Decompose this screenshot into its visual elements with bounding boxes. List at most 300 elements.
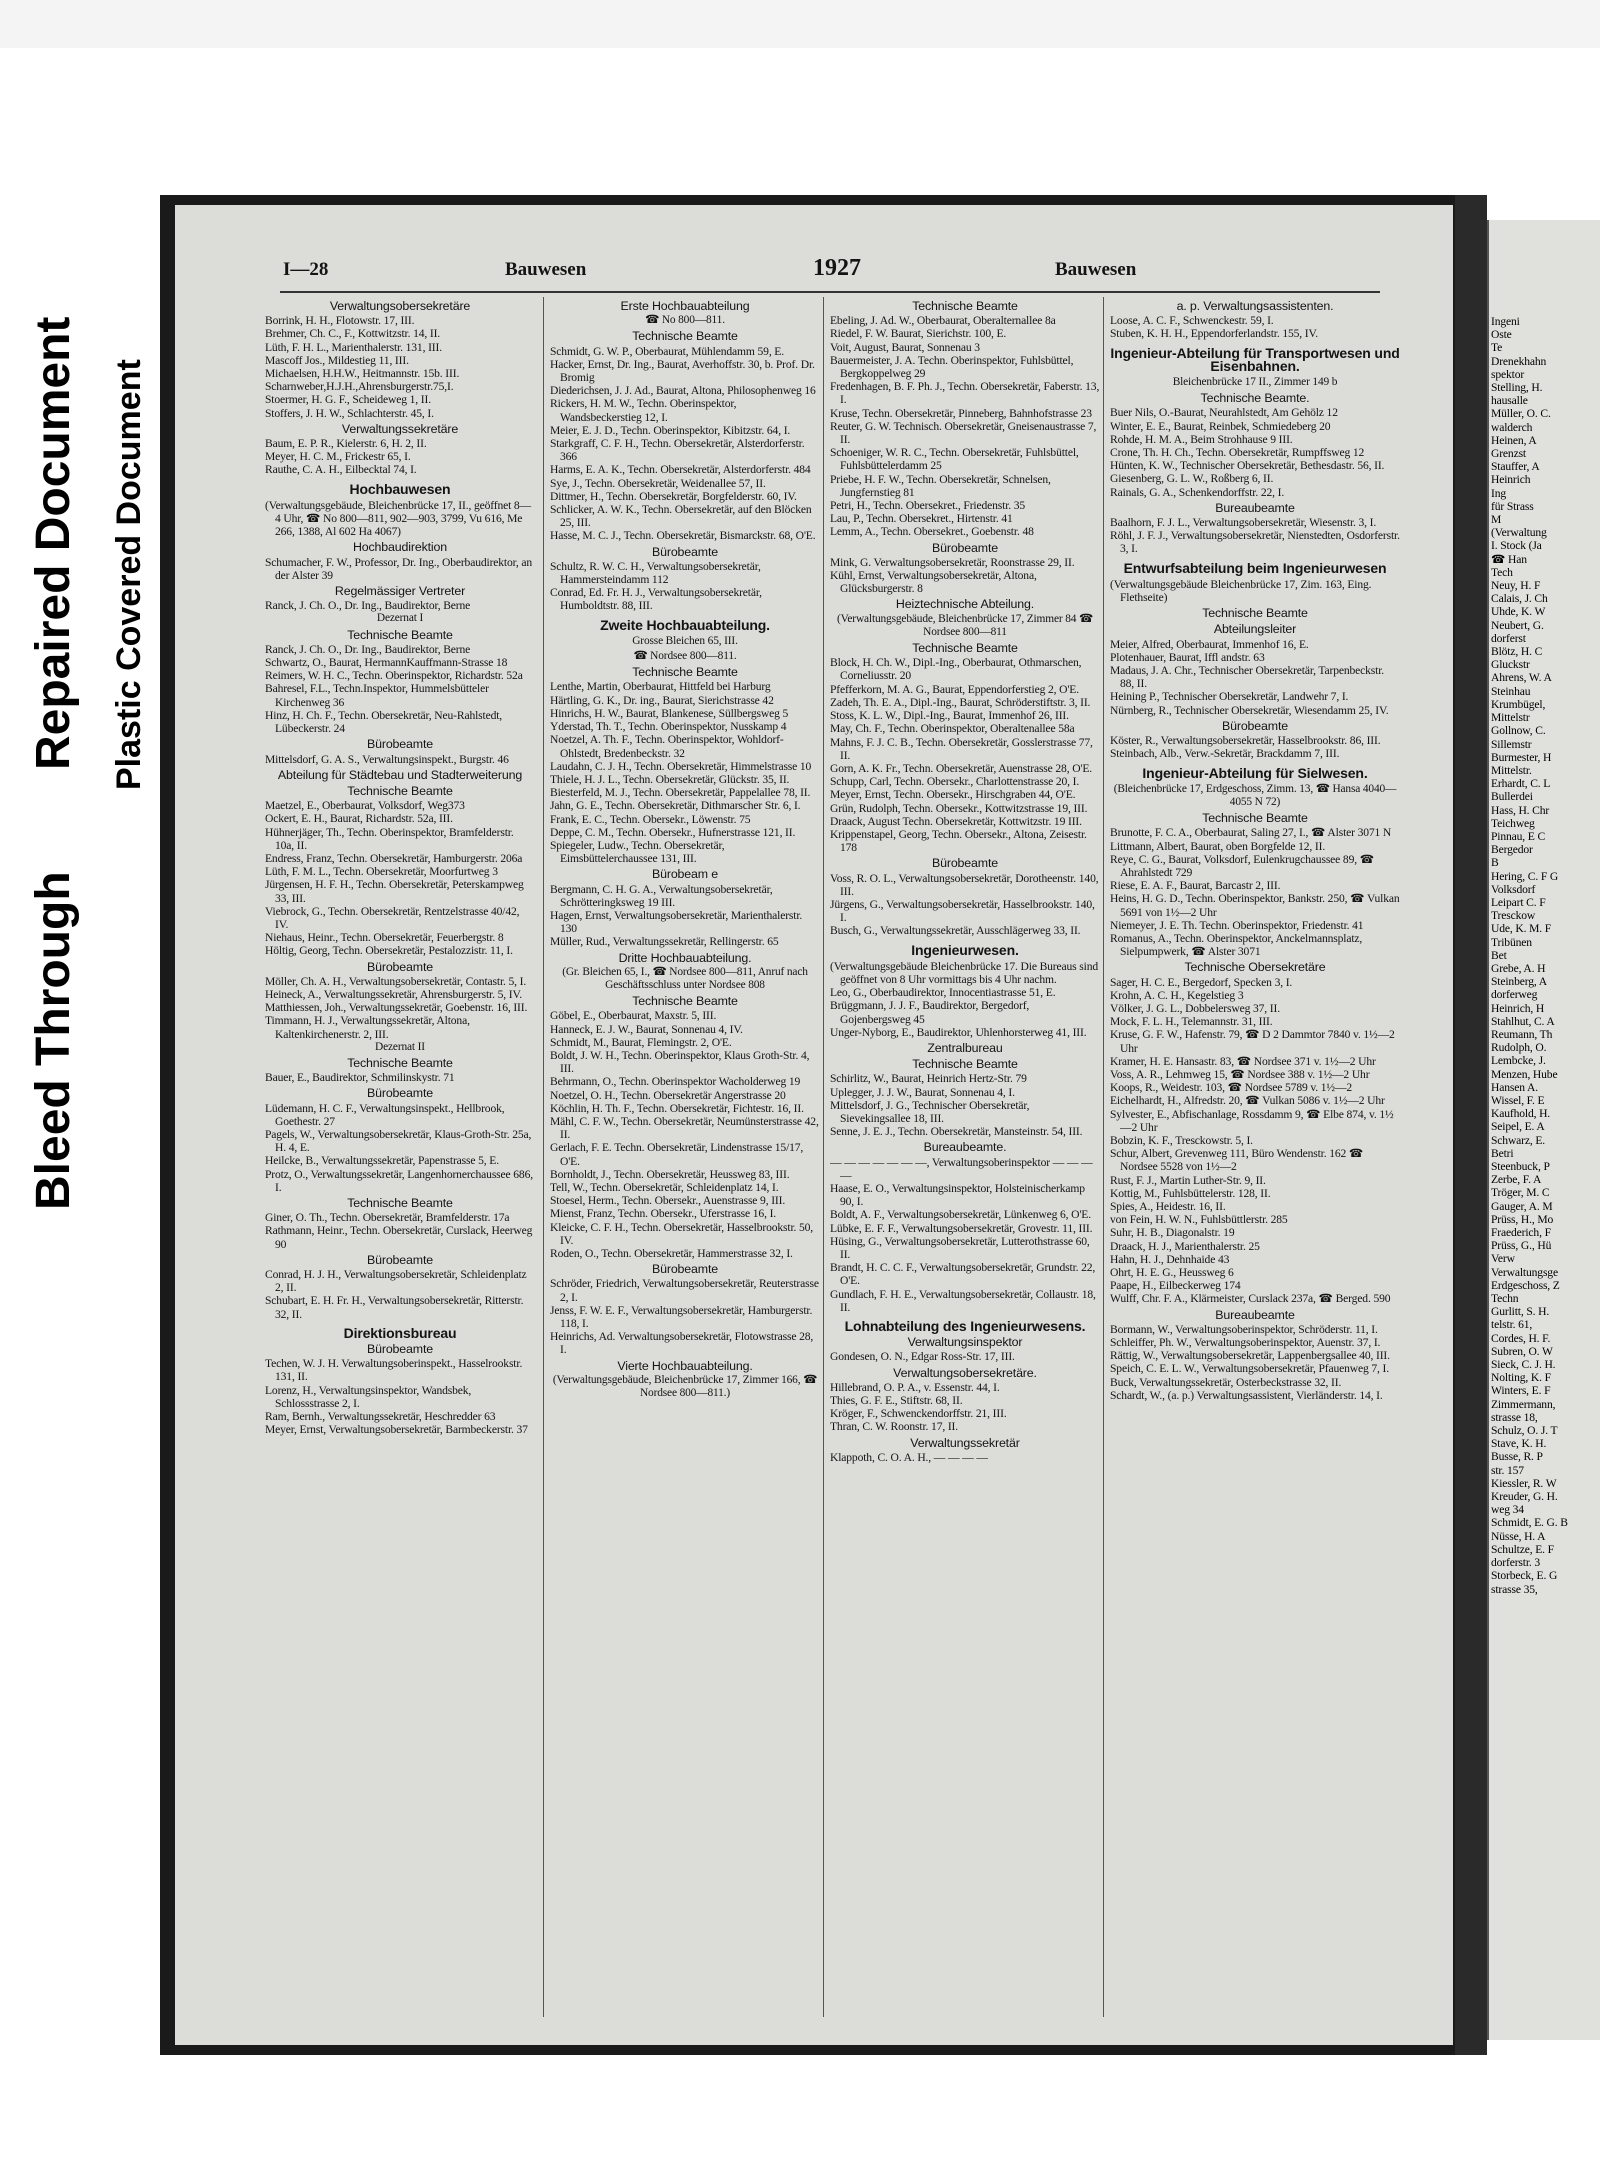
directory-entry: Gluckstr	[1491, 658, 1530, 672]
directory-entry: Bormann, W., Verwaltungsoberinspektor, Schröderstr. 11, I.	[1110, 1322, 1378, 1336]
directory-entry: Rathmann, Heinr., Techn. Obersekretär, Curslack, Heerweg 90	[265, 1224, 533, 1251]
directory-entry: Schleiffer, Ph. W., Verwaltungsoberinspektor, Auenstr. 37, I.	[1110, 1336, 1381, 1350]
directory-entry: Bauermeister, J. A. Techn. Oberinspektor, Fuhlsbüttel, Bergkoppelweg 29	[830, 353, 1074, 381]
directory-entry: Höltig, Georg, Techn. Obersekretär, Pestalozzistr. 11, I.	[265, 944, 513, 958]
directory-entry: Reuter, G. W. Technisch. Obersekretär, Gneisenaustrasse 7, II.	[830, 419, 1097, 447]
directory-entry: Schultze, E. F	[1491, 1542, 1554, 1556]
directory-entry: dorferst	[1491, 631, 1526, 645]
subsection-heading: Vierte Hochbauabteilung.	[617, 1358, 753, 1373]
directory-entry: Grenzst	[1491, 447, 1527, 461]
subsection-heading: Heiztechnische Abteilung.	[895, 597, 1035, 612]
directory-entry: Krippenstapel, Georg, Techn. Obersekr., Altona, Zeisestr. 178	[830, 827, 1087, 855]
directory-entry: Erdgeschoss, Z	[1491, 1278, 1560, 1292]
directory-entry: Grebe, A. H	[1491, 961, 1546, 975]
section-note: Bleichenbrücke 17 II., Zimmer 149 b	[1172, 376, 1338, 389]
directory-entry: Techen, W. J. H. Verwaltungsoberinspekt., Hasselrookstr. 131, II.	[265, 1357, 523, 1384]
directory-entry: spektor	[1491, 367, 1525, 381]
section-note: Grosse Bleichen 65, III.	[632, 634, 738, 647]
directory-entry: Techn	[1491, 1292, 1519, 1306]
directory-entry: Burmester, H	[1491, 750, 1552, 764]
directory-entry: Noetzel, O. H., Techn. Obersekretär Angerstrasse 20	[550, 1088, 786, 1102]
directory-entry: Tröger, M. C	[1491, 1186, 1550, 1200]
directory-entry: Ram, Bernh., Verwaltungssekretär, Heschredder 63	[265, 1410, 496, 1424]
directory-entry: (Verwaltungsgebäude, Bleichenbrücke 17, II., geöffnet 8—4 Uhr, ☎ No 800—811, 902—903, 3799, Vu 616, Me 266, 1388, Al 602 Ha 4067)	[265, 498, 532, 539]
directory-entry: Draack, H. J., Marienthalerstr. 25	[1110, 1239, 1260, 1253]
directory-entry: Bornholdt, J., Techn. Obersekretär, Heussweg 83, III.	[550, 1167, 790, 1181]
directory-entry: Tresckow	[1491, 909, 1536, 923]
directory-entry: Stuben, K. H. H., Eppendorferlandstr. 155, IV.	[1110, 327, 1318, 341]
directory-entry: Eichelhardt, H., Alfredstr. 20, ☎ Vulkan 5086 v. 1½—2 Uhr	[1110, 1094, 1385, 1108]
directory-entry: Zimmermann,	[1491, 1397, 1556, 1411]
directory-entry: Heins, H. G. D., Techn. Oberinspektor, Bankstr. 250, ☎ Vulkan 5691 von 1½—2 Uhr	[1110, 892, 1400, 919]
directory-entry: Baum, E. P. R., Kielerstr. 6, H. 2, II.	[265, 437, 427, 451]
directory-entry: ☎ Han	[1491, 552, 1527, 566]
directory-column-1	[265, 297, 535, 2037]
directory-entry: Kühl, Ernst, Verwaltungsobersekretär, Altona, Glücksburgerstr. 8	[830, 569, 1037, 596]
directory-entry: Fredenhagen, B. F. Ph. J., Techn. Obersekretär, Faberstr. 13, I.	[830, 380, 1100, 407]
directory-entry: Heineck, A., Verwaltungssekretär, Ahrensburgerstr. 5, IV.	[265, 987, 522, 1001]
subsection-heading: Bürobeamte	[651, 1262, 718, 1277]
directory-columns	[265, 297, 1415, 2037]
directory-entry: (Verwaltungsgebäude Bleichenbrücke 17, Zim. 163, Eing. Flethseite)	[1110, 577, 1372, 605]
section-heading: Ingenieur-Abteilung für Transportwesen und Eisenbahnen.	[1110, 344, 1400, 374]
section-heading: Zweite Hochbauabteilung.	[600, 616, 770, 633]
directory-entry: Subren, O. W	[1491, 1344, 1553, 1358]
directory-entry: Krohn, A. C. H., Kegelstieg 3	[1110, 988, 1244, 1002]
directory-entry: Ude, K. M. F	[1491, 922, 1552, 936]
directory-entry: Schulz, O. J. T	[1491, 1424, 1558, 1438]
directory-entry: Uplegger, J. J. W., Baurat, Sonnenau 4, I.	[830, 1085, 1015, 1099]
directory-entry: strasse 35,	[1491, 1582, 1538, 1596]
section-note: (Bleichenbrücke 17, Erdgeschoss, Zimm. 13, ☎ Hansa 4040—4055 N 72)	[1113, 782, 1397, 808]
directory-entry: Stoermer, H. G. F., Scheideweg 1, II.	[265, 393, 431, 407]
directory-entry: Spies, A., Heidestr. 16, II.	[1110, 1200, 1226, 1213]
directory-entry: Tribünen	[1491, 935, 1532, 949]
directory-entry: Teichweg	[1491, 816, 1535, 830]
directory-entry: Schlicker, A. W. K., Techn. Obersekretär, auf den Blöcken 25, III.	[550, 503, 812, 530]
directory-entry: Pagels, W., Verwaltungsobersekretär, Klaus-Groth-Str. 25a, H. 4, E.	[265, 1127, 532, 1155]
directory-entry: Conrad, Ed. Fr. H. J., Verwaltungsobersekretär, Humboldtstr. 88, III.	[550, 586, 762, 613]
directory-entry: Gondesen, O. N., Edgar Ross-Str. 17, III.	[830, 1350, 1015, 1364]
directory-entry: Block, H. Ch. W., Dipl.-Ing., Oberbaurat, Othmarschen, Corneliusstr. 20	[830, 656, 1082, 683]
directory-entry: Hahn, H. J., Dehnhaide 43	[1110, 1252, 1230, 1266]
directory-entry: Neubert, G.	[1491, 618, 1544, 632]
directory-entry: Boldt, J. W. H., Techn. Oberinspektor, Klaus Groth-Str. 4, III.	[550, 1048, 810, 1076]
directory-entry: Kröger, F., Schwenckendorffstr. 21, III.	[830, 1407, 1007, 1421]
subsection-heading: Hochbaudirektion	[352, 540, 448, 555]
directory-entry: Kottig, M., Fuhlsbüttelerstr. 128, II.	[1110, 1186, 1271, 1200]
subsection-heading: Bürobeamte	[366, 1342, 433, 1357]
directory-entry: Ranck, J. Ch. O., Dr. Ing., Baudirektor, Berne	[265, 599, 471, 613]
directory-entry: Heinen, A	[1491, 433, 1537, 447]
directory-entry: Calais, J. Ch	[1491, 592, 1548, 606]
directory-entry: strasse 18,	[1491, 1410, 1538, 1424]
directory-entry: (Verwaltungsgebäude Bleichenbrücke 17. Die Bureaus sind geöffnet von 8 Uhr vormittags bis 4 Uhr nachm.	[830, 959, 1098, 986]
directory-entry: Bergmann, C. H. G. A., Verwaltungsobersekretär, Schrötteringksweg 19 III.	[550, 882, 773, 909]
directory-entry: Tell, W., Techn. Obersekretär, Schleidenplatz 14, I.	[550, 1181, 779, 1194]
directory-entry: Prüss, H., Mo	[1491, 1212, 1554, 1226]
repaired-document-label: Repaired Document	[27, 316, 80, 770]
directory-entry: Deppe, C. M., Techn. Obersekr., Hufnerstrasse 121, II.	[550, 825, 796, 839]
directory-entry: Frank, E. C., Techn. Obersekr., Löwenstr. 75	[550, 812, 751, 826]
book-gutter	[1455, 195, 1487, 2055]
directory-entry: Schoeniger, W. R. C., Techn. Obersekretär, Fuhlsbüttel, Fuhlsbüttelerdamm 25	[830, 446, 1079, 473]
directory-entry: Viebrock, G., Techn. Obersekretär, Rentzelstrasse 40/42, IV.	[265, 904, 520, 931]
directory-entry: Heinrich	[1491, 473, 1531, 487]
directory-entry: Voit, August, Baurat, Sonnenau 3	[830, 340, 980, 354]
directory-entry: Köchlin, H. Th. F., Techn. Obersekretär, Fichtestr. 16, II.	[550, 1101, 804, 1115]
subsection-heading: Bürobeam e	[651, 867, 718, 882]
subsection-heading: Verwaltungsobersekretäre	[329, 299, 471, 313]
subsection-heading: Technische Beamte	[632, 994, 738, 1009]
directory-entry: Sager, H. C. E., Bergedorf, Specken 3, I.	[1110, 975, 1293, 989]
directory-entry: Sye, J., Techn. Obersekretär, Weidenallee 57, II.	[550, 476, 766, 490]
directory-entry: Gollnow, C.	[1491, 724, 1546, 738]
subsection-heading: Technische Beamte	[632, 665, 738, 680]
directory-entry: Heining P., Technischer Obersekretär, Landwehr 7, I.	[1110, 690, 1349, 704]
directory-entry: Giner, O. Th., Techn. Obersekretär, Bramfelderstr. 17a	[265, 1211, 510, 1225]
section-heading: Ingenieur-Abteilung für Sielwesen.	[1142, 764, 1368, 781]
directory-entry: Nürnberg, R., Technischer Obersekretär, Wiesendamm 25, IV.	[1110, 703, 1389, 717]
subsection-heading: Technische Beamte	[912, 299, 1018, 313]
directory-entry: Menzen, Hube	[1491, 1067, 1558, 1081]
directory-entry: Baalhorn, F. J. L., Verwaltungsobersekretär, Wiesenstr. 3, I.	[1110, 516, 1377, 530]
directory-entry: Steinhau	[1491, 684, 1531, 698]
directory-entry: Stoss, K. L. W., Dipl.-Ing., Baurat, Immenhof 26, III.	[830, 709, 1069, 723]
bleed-through-label: Bleed Through	[27, 871, 80, 1210]
directory-entry: Scharnweber,H.J.H.,Ahrensburgerstr.75,I.	[265, 380, 454, 394]
directory-column-2	[550, 297, 820, 2037]
directory-entry: Dittmer, H., Techn. Obersekretär, Borgfelderstr. 60, IV.	[550, 489, 797, 503]
directory-entry: Conrad, H. J. H., Verwaltungsobersekretär, Schleidenplatz 2, II.	[265, 1268, 527, 1295]
document-page	[175, 205, 1453, 2045]
directory-entry: Mascoff Jos., Mildestieg 11, III.	[265, 353, 409, 367]
directory-entry: Stave, K. H.	[1491, 1437, 1547, 1451]
directory-entry: Yderstad, Th. T., Techn. Oberinspektor, Nusskamp 4	[550, 720, 787, 734]
directory-entry: Riedel, F. W. Baurat, Sierichstr. 100, E.	[830, 327, 1007, 341]
directory-entry: Hillebrand, O. P. A., v. Essenstr. 44, I.	[830, 1380, 1000, 1394]
directory-entry: Steinberg, A	[1491, 975, 1547, 989]
subsection-heading: Bureaubeamte	[1215, 1307, 1295, 1322]
directory-entry: Steinbach, Alb., Verw.-Sekretär, Brackdamm 7, III.	[1110, 747, 1340, 761]
adjacent-page-column	[1491, 315, 1600, 2040]
directory-entry: Hass, H. Chr	[1491, 803, 1550, 817]
directory-entry: Nüsse, H. A	[1491, 1529, 1546, 1543]
subsection-heading: Verwaltungssekretäre	[341, 421, 459, 436]
directory-entry: Bahresel, F.L., Techn.Inspektor, Hummelsbütteler Kirchenweg 36	[265, 682, 489, 709]
directory-entry: Protz, O., Verwaltungssekretär, Langenhornerchaussee 686, I.	[265, 1167, 533, 1194]
directory-entry: Koops, R., Weidestr. 103, ☎ Nordsee 5789 v. 1½—2	[1110, 1081, 1353, 1095]
directory-entry: Krumbügel,	[1491, 697, 1546, 711]
subsection-heading: Bürobeamte	[366, 1252, 433, 1267]
subsection-heading: Technische Beamte	[1202, 606, 1308, 621]
directory-entry: Rickers, H. M. W., Techn. Oberinspektor, Wandsbeckerstieg 12, I.	[550, 397, 737, 424]
directory-entry: May, Ch. F., Techn. Oberinspektor, Oberaltenallee 58a	[830, 722, 1075, 736]
directory-entry: Busse, R. P	[1491, 1450, 1543, 1464]
subsection-heading: Verwaltungsobersekretäre.	[893, 1365, 1037, 1380]
plastic-covered-label: Plastic Covered Document	[110, 359, 148, 790]
directory-entry: Lemm, A., Techn. Obersekret., Goebenstr. 48	[830, 525, 1034, 539]
directory-entry: Lembcke, J.	[1491, 1054, 1546, 1068]
directory-entry: hausalle	[1491, 394, 1528, 408]
directory-entry: Müller, O. C.	[1491, 407, 1551, 421]
directory-entry: dorferstr. 3	[1491, 1556, 1541, 1570]
directory-entry: Jürgens, G., Verwaltungsobersekretär, Hasselbrookstr. 140, I.	[830, 897, 1095, 925]
directory-entry: Lübke, E. F. F., Verwaltungsobersekretär, Grovestr. 11, III.	[830, 1221, 1093, 1235]
directory-entry: Hering, C. F G	[1491, 869, 1559, 883]
directory-entry: Brüggmann, J. J. F., Baudirektor, Bergedorf, Gojenbergsweg 45	[830, 999, 1030, 1026]
subsection-heading: Bürobeamte	[931, 540, 998, 555]
subsection-heading: Technische Beamte	[632, 329, 738, 344]
subsection-heading: Abteilung für Städtebau und Stadterweiterung	[277, 767, 523, 782]
directory-entry: Pfefferkorn, M. A. G., Baurat, Eppendorferstieg 2, O'E.	[830, 682, 1079, 696]
directory-entry: Lau, P., Techn. Obersekret., Hirtenstr. 41	[830, 512, 1013, 526]
directory-entry: Verwaltungsge	[1491, 1265, 1558, 1279]
section-note: (Verwaltungsgebäude, Bleichenbrücke 17, Zimmer 166, ☎ Nordsee 800—811.)	[552, 1373, 818, 1400]
directory-entry: Ing	[1491, 486, 1507, 500]
directory-entry: walderch	[1491, 420, 1533, 434]
directory-entry: Schubart, E. H. Fr. H., Verwaltungsobersekretär, Ritterstr. 32, II.	[265, 1294, 524, 1321]
subsection-heading: Technische Obersekretäre	[1184, 960, 1326, 975]
directory-entry: Reimers, W. H. C., Techn. Oberinspektor, Richardstr. 52a	[265, 669, 523, 683]
directory-entry: Verw	[1491, 1252, 1515, 1266]
directory-entry: Neuy, H. F	[1491, 579, 1541, 593]
directory-entry: Loose, A. C. F., Schwenckestr. 59, I.	[1110, 314, 1274, 328]
directory-entry: Meyer, Ernst, Techn. Obersekr., Hirschgraben 44, O'E.	[830, 788, 1076, 802]
directory-entry: Unger-Nyborg, E., Baudirektor, Uhlenhorsterweg 41, III.	[830, 1025, 1087, 1039]
directory-entry: Borrink, H. H., Flotowstr. 17, III.	[265, 314, 415, 328]
directory-entry: Kreuder, G. H.	[1491, 1490, 1558, 1504]
directory-entry: Draack, August Techn. Obersekretär, Kottwitzstr. 19 III.	[830, 814, 1082, 828]
directory-entry: Völker, J. G. L., Dobbelersweg 37, II.	[1110, 1001, 1280, 1015]
directory-entry: Ebeling, J. Ad. W., Oberbaurat, Oberalternallee 8a	[830, 314, 1056, 328]
directory-entry: Oste	[1491, 328, 1512, 342]
directory-entry: Rauthe, C. A. H., Eilbecktal 74, I.	[265, 463, 417, 477]
directory-entry: Fraederich, F	[1491, 1226, 1551, 1240]
directory-entry: Rudolph, O.	[1491, 1041, 1547, 1055]
directory-entry: Endress, Franz, Techn. Obersekretär, Hamburgerstr. 206a	[265, 851, 523, 865]
directory-entry: Reumann, Th	[1491, 1027, 1553, 1041]
header-rule	[280, 291, 1380, 293]
directory-entry: Buck, Verwaltungssekretär, Osterbeckstrasse 32, II.	[1110, 1375, 1342, 1389]
directory-entry: Schwartz, O., Baurat, HermannKauffmann-Strasse 18	[265, 656, 508, 670]
directory-entry: Jahn, G. E., Techn. Obersekretär, Dithmarscher Str. 6, I.	[550, 799, 801, 813]
directory-entry: Matthiessen, Joh., Verwaltungssekretär, Goebenstr. 16, III.	[265, 1001, 528, 1015]
directory-entry: Stahlhut, C. A	[1491, 1014, 1555, 1028]
directory-entry: Uhde, K. W	[1491, 605, 1546, 619]
directory-entry: Hagen, Ernst, Verwaltungsobersekretär, Marienthalerstr. 130	[550, 908, 803, 936]
directory-entry: Kramer, H. E. Hansastr. 83, ☎ Nordsee 371 v. 1½—2 Uhr	[1110, 1054, 1376, 1068]
directory-entry: Rainals, G. A., Schenkendorffstr. 22, I.	[1110, 485, 1285, 499]
directory-entry: — — — — — — —, Verwaltungsoberinspektor — — — —	[830, 1155, 1093, 1182]
directory-entry: Niemeyer, J. E. Th. Techn. Oberinspektor, Friedenstr. 41	[1110, 918, 1364, 932]
directory-entry: Bobzin, K. F., Tresckowstr. 5, I.	[1110, 1133, 1253, 1147]
directory-entry: Cordes, H. F.	[1491, 1331, 1551, 1345]
directory-entry: Boldt, A. F., Verwaltungsobersekretär, Lünkenweg 6, O'E.	[830, 1208, 1091, 1222]
directory-entry: Te	[1491, 341, 1503, 355]
subsection-heading: Technische Beamte	[347, 1196, 453, 1210]
directory-entry: Spiegeler, Ludw., Techn. Obersekretär, Eimsbüttelerchaussee 131, III.	[550, 838, 725, 866]
directory-entry: Maetzel, E., Oberbaurat, Volksdorf, Weg373	[265, 799, 465, 813]
scan-top-margin	[0, 0, 1600, 48]
directory-entry: Madaus, J. A. Chr., Technischer Obersekretär, Tarpenbeckstr. 88, II.	[1110, 664, 1385, 691]
directory-entry: Mienst, Franz, Techn. Obersekr., Uferstrasse 16, I.	[550, 1207, 777, 1221]
directory-entry: Stoesel, Herm., Techn. Obersekr., Auenstrasse 9, III.	[550, 1194, 786, 1208]
directory-entry: Wulff, Chr. F. A., Klärmeister, Curslack 237a, ☎ Berged. 590	[1110, 1292, 1391, 1306]
directory-entry: Paape, H., Eilbeckerweg 174	[1110, 1279, 1241, 1293]
directory-entry: Brunotte, F. C. A., Oberbaurat, Saling 27, I., ☎ Alster 3071 N	[1110, 826, 1392, 840]
directory-entry: Rust, F. J., Martin Luther-Str. 9, II.	[1110, 1173, 1266, 1187]
directory-entry: Erhardt, C. L	[1491, 777, 1551, 791]
subsection-heading: Bureaubeamte.	[923, 1140, 1007, 1155]
directory-entry: Schupp, Carl, Techn. Obersekr., Charlottenstrasse 20, I.	[830, 775, 1080, 789]
directory-entry: Sieck, C. J. H.	[1491, 1358, 1556, 1372]
directory-entry: Diederichsen, J. J. Ad., Baurat, Altona, Philosophenweg 16	[550, 384, 816, 398]
subsection-heading: Regelmässiger Vertreter	[334, 584, 466, 599]
directory-entry: Buer Nils, O.-Baurat, Neurahlstedt, Am Gehölz 12	[1110, 406, 1338, 420]
directory-entry: Mink, G. Verwaltungsobersekretär, Roonstrasse 29, II.	[830, 555, 1075, 569]
directory-entry: Röhl, J. F. J., Verwaltungsobersekretär, Nienstedten, Osdorferstr. 3, I.	[1110, 529, 1400, 556]
directory-entry: Thies, G. F. E., Stiftstr. 68, II.	[830, 1394, 963, 1408]
directory-entry: Drenekhahn	[1491, 354, 1547, 368]
subsection-heading: Bureaubeamte	[1215, 500, 1295, 515]
directory-entry: von Fein, H. W. N., Fuhlsbüttlerstr. 285	[1110, 1213, 1288, 1227]
directory-entry: Thran, C. W. Roonstr. 17, II.	[830, 1420, 959, 1434]
section-heading: Hochbauwesen	[349, 480, 451, 497]
directory-entry: Schröder, Friedrich, Verwaltungsobersekretär, Reuterstrasse 2, I.	[550, 1277, 819, 1304]
directory-entry: Roden, O., Techn. Obersekretär, Hammerstrasse 32, I.	[550, 1247, 793, 1261]
directory-entry: Ohrt, H. E. G., Heussweg 6	[1110, 1266, 1234, 1280]
directory-entry: Crone, Th. H. Ch., Techn. Obersekretär, Rumpffsweg 12	[1110, 446, 1365, 460]
directory-entry: Heinrichs, Ad. Verwaltungsobersekretär, Flotowstrasse 28, I.	[550, 1330, 814, 1357]
directory-entry: Schwarz, E.	[1491, 1133, 1546, 1147]
directory-entry: Haase, E. O., Verwaltungsinspektor, Holsteinischerkamp 90, I.	[830, 1182, 1085, 1209]
directory-entry: Noetzel, A. Th. F., Techn. Oberinspektor, Wohldorf-Ohlstedt, Bredenbeckstr. 32	[550, 733, 784, 760]
section-heading: Direktionsbureau	[343, 1324, 457, 1341]
directory-entry: Senne, J. E. J., Techn. Obersekretär, Mansteinstr. 54, III.	[830, 1125, 1083, 1139]
directory-entry: Sillemstr	[1491, 737, 1532, 751]
directory-entry: Gorn, A. K. Fr., Techn. Obersekretär, Auenstrasse 28, O'E.	[830, 761, 1093, 775]
section-title-right: Bauwesen	[1055, 259, 1137, 280]
subsection-heading: Bürobeamte	[651, 544, 718, 559]
directory-entry: Lüth, F. M. L., Techn. Obersekretär, Moorfurtweg 3	[265, 865, 498, 879]
directory-entry: Hansen A.	[1491, 1080, 1538, 1094]
directory-entry: Seipel, E. A	[1491, 1120, 1545, 1134]
running-header	[175, 255, 1453, 289]
condition-labels	[20, 250, 160, 1210]
directory-entry: Mittelstr.	[1491, 763, 1532, 777]
directory-entry: Thiele, H. J. L., Techn. Obersekretär, Glückstr. 35, II.	[550, 772, 790, 786]
section-note: ☎ Nordsee 800—811.	[633, 650, 737, 663]
directory-entry: Zadeh, Th. E. A., Dipl.-Ing., Baurat, Schröderstiftstr. 3, II.	[830, 695, 1091, 709]
directory-entry: Kaufhold, H.	[1491, 1107, 1551, 1121]
directory-entry: Leipart C. F	[1491, 895, 1546, 909]
directory-column-3	[830, 297, 1100, 2037]
directory-entry: Schirlitz, W., Baurat, Heinrich Hertz-Str. 79	[830, 1072, 1027, 1086]
directory-entry: Meyer, Ernst, Verwaltungsobersekretär, Barmbeckerstr. 37	[265, 1423, 528, 1437]
subsection-heading: Technische Beamte	[1202, 811, 1308, 826]
directory-entry: Hinz, H. Ch. F., Techn. Obersekretär, Neu-Rahlstedt, Lübeckerstr. 24	[265, 708, 503, 736]
directory-entry: Hanneck, E. J. W., Baurat, Sonnenau 4, IV.	[550, 1022, 743, 1036]
directory-entry: Plotenhauer, Baurat, Iffl andstr. 63	[1110, 650, 1265, 664]
directory-entry: Stelling, H.	[1491, 381, 1543, 395]
subsection-heading: Bürobeamte	[366, 959, 433, 974]
directory-entry: telstr. 61,	[1491, 1318, 1533, 1332]
directory-entry: Köster, R., Verwaltungsobersekretär, Hasselbrookstr. 86, III.	[1110, 734, 1381, 748]
directory-entry: Mock, F. L. H., Telemannstr. 31, III.	[1110, 1015, 1273, 1029]
directory-entry: Meier, Alfred, Oberbaurat, Immenhof 16, E.	[1110, 637, 1309, 651]
directory-entry: Möller, Ch. A. H., Verwaltungsobersekretär, Contastr. 5, I.	[265, 974, 527, 988]
directory-entry: Lüth, F. H. L., Marienthalerstr. 131, III.	[265, 340, 442, 354]
directory-entry: Starkgraff, C. F. H., Techn. Obersekretär, Alsterdorferstr. 366	[550, 437, 805, 464]
directory-entry: Brandt, H. C. C. F., Verwaltungsobersekretär, Grundstr. 22, O'E.	[830, 1261, 1096, 1288]
directory-entry: Winters, E. F	[1491, 1384, 1551, 1398]
directory-entry: Schmidt, G. W. P., Oberbaurat, Mühlendamm 59, E.	[550, 344, 784, 358]
directory-entry: Winter, E. E., Baurat, Reinbek, Schmiedeberg 20	[1110, 419, 1331, 433]
directory-entry: Priebe, H. F. W., Techn. Obersekretär, Schnelsen, Jungfernstieg 81	[830, 472, 1051, 499]
directory-entry: Hünten, K. W., Technischer Obersekretär, Bethesdastr. 56, II.	[1110, 459, 1385, 473]
directory-entry: Schur, Albert, Grevenweg 111, Büro Wendenstr. 162 ☎ Nordsee 5528 von 1½—2	[1110, 1147, 1364, 1174]
directory-entry: Blötz, H. C	[1491, 645, 1543, 659]
directory-entry: Ahrens, W. A	[1491, 671, 1552, 685]
directory-entry: Meier, E. J. D., Techn. Oberinspektor, Kibitzstr. 64, I.	[550, 423, 791, 437]
directory-entry: Gerlach, F. E. Techn. Obersekretär, Lindenstrasse 15/17, O'E.	[550, 1141, 804, 1168]
directory-entry: Rohde, H. M. A., Beim Strohhause 9 III.	[1110, 432, 1293, 446]
subsection-heading: Verwaltungsinspektor	[907, 1335, 1023, 1350]
directory-entry: Zerbe, F. A	[1491, 1173, 1542, 1187]
subsection-heading: Verwaltungssekretär	[910, 1435, 1020, 1450]
directory-entry: Klappoth, C. O. A. H., — — — —	[830, 1450, 988, 1464]
year-title: 1927	[813, 255, 861, 281]
directory-entry: Kiessler, R. W	[1491, 1476, 1557, 1490]
directory-entry: Prüss, G., Hü	[1491, 1239, 1552, 1253]
subsection-heading: Dritte Hochbauabteilung.	[618, 950, 752, 965]
section-note: Dezernat II	[375, 1040, 425, 1053]
directory-entry: Littmann, Albert, Baurat, oben Borgfelde 12, II.	[1110, 839, 1326, 853]
directory-entry: Kleicke, C. F. H., Techn. Obersekretär, Hasselbrookstr. 50, IV.	[550, 1220, 814, 1247]
directory-entry: Romanus, A., Techn. Oberinspektor, Anckelmannsplatz, Sielpumpwerk, ☎ Alster 3071	[1110, 931, 1363, 959]
directory-entry: Leo, G., Oberbaudirektor, Innocentiastrasse 51, E.	[830, 986, 1056, 1000]
directory-entry: Laudahn, C. J. H., Techn. Obersekretär, Himmelstrasse 10	[550, 759, 812, 773]
directory-entry: Harms, E. A. K., Techn. Obersekretär, Alsterdorferstr. 484	[550, 463, 811, 477]
subsection-heading: Bürobeamte	[1221, 718, 1288, 733]
directory-entry: Stoffers, J. H. W., Schlachterstr. 45, I.	[265, 406, 434, 420]
directory-entry: Brehmer, Ch. C., F., Kottwitzstr. 14, II.	[265, 327, 441, 341]
directory-entry: Petri, H., Techn. Obersekret., Friedenstr. 35	[830, 499, 1026, 513]
directory-entry: Michaelsen, H.H.W., Heitmannstr. 15b. III.	[265, 367, 460, 381]
directory-entry: (Verwaltung	[1491, 526, 1547, 540]
directory-entry: Volksdorf	[1491, 882, 1536, 896]
directory-entry: Schmidt, E. G. B	[1491, 1516, 1568, 1530]
directory-entry: Steenbuck, P	[1491, 1160, 1550, 1173]
directory-entry: Kruse, Techn. Obersekretär, Pinneberg, Bahnhofstrasse 23	[830, 406, 1092, 420]
scan-bottom-margin	[0, 2070, 1600, 2177]
directory-entry: Niehaus, Heinr., Techn. Obersekretär, Feuerbergstr. 8	[265, 931, 504, 945]
subsection-heading: Technische Beamte	[347, 1055, 453, 1070]
directory-entry: Bet	[1491, 948, 1507, 962]
directory-entry: Schmidt, M., Baurat, Flemingstr. 2, O'E.	[550, 1035, 732, 1049]
directory-entry: Jürgensen, H. F. H., Techn. Obersekretär, Peterskampweg 33, III.	[265, 878, 524, 905]
directory-entry: Grün, Rudolph, Techn. Obersekr., Kottwitzstrasse 19, III.	[830, 801, 1088, 815]
section-title-left: Bauwesen	[505, 259, 587, 280]
subsection-heading: Erste Hochbauabteilung	[620, 299, 750, 313]
directory-entry: Wissel, F. E	[1491, 1093, 1545, 1107]
directory-entry: für Strass	[1491, 499, 1534, 513]
directory-entry: Nolting, K. F	[1491, 1371, 1551, 1385]
directory-entry: Hühnerjäger, Th., Techn. Oberinspektor, Bramfelderstr. 10a, II.	[265, 825, 514, 852]
directory-entry: Behrmann, O., Techn. Oberinspektor Wacholderweg 19	[550, 1075, 801, 1089]
directory-entry: Schardt, W., (a. p.) Verwaltungsassistent, Vierländerstr. 14, I.	[1110, 1388, 1383, 1402]
